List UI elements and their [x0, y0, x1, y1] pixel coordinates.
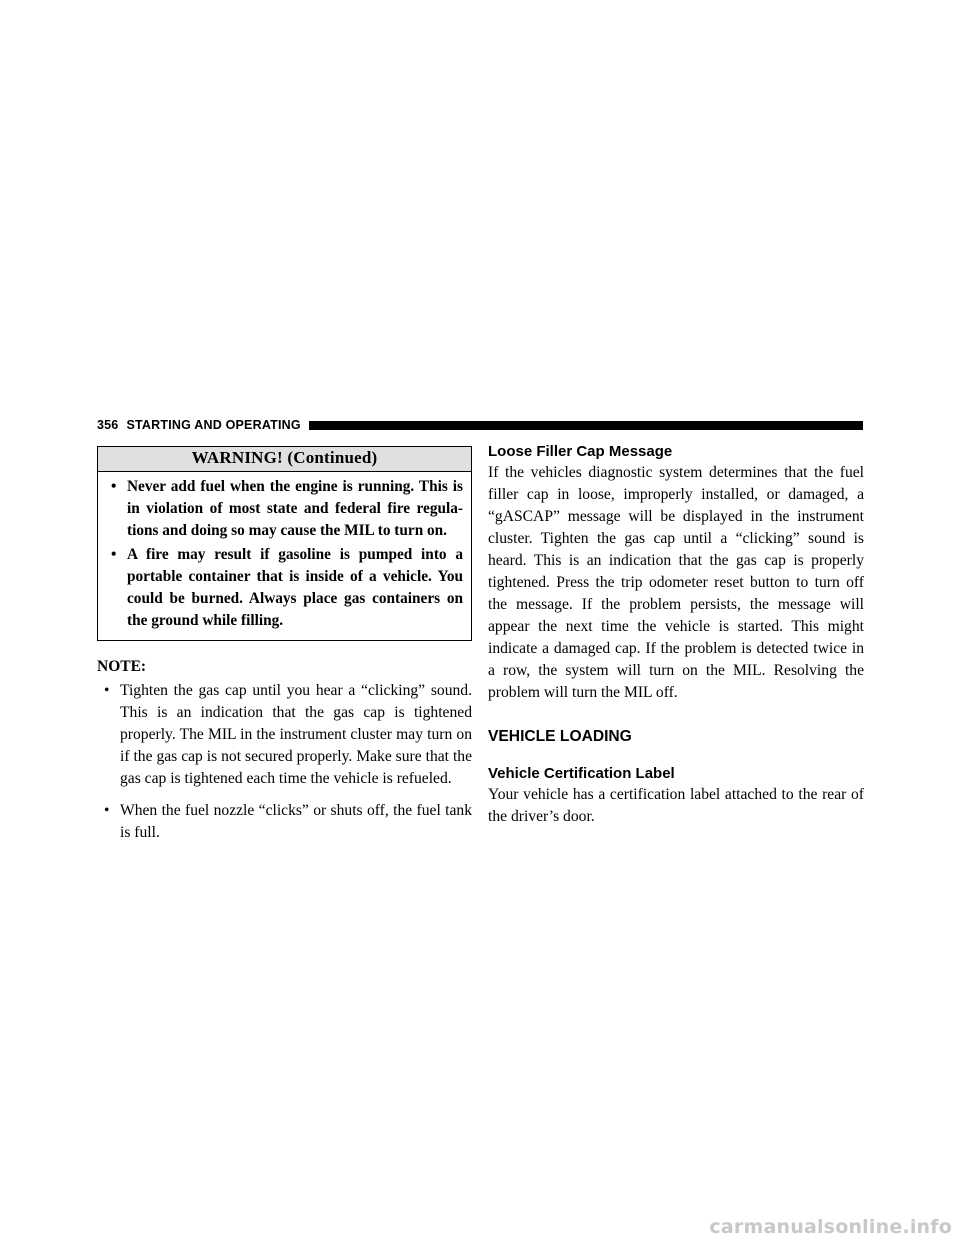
bullet-icon: • — [104, 802, 110, 819]
warning-item-text: A fire may result if gasoline is pumped into a portable container that is inside of a vehicle. You could be burned. Always place gas containers on the ground while filling. — [127, 546, 463, 629]
note-item — [97, 800, 472, 844]
header-rule — [309, 421, 863, 430]
warning-item — [104, 544, 463, 632]
note-item-text: Tighten the gas cap until you hear a “clicking” sound. This is an indication that the gas cap is tightened properly. The MIL in the instrument cluster may turn on if the gas cap is not secured properly. Make sure that the gas cap is tightened each time the vehicle is refueled. — [120, 682, 472, 787]
warning-list — [98, 472, 471, 640]
certification-label-paragraph: Your vehicle has a certification label attached to the rear of the driver’s door. — [488, 786, 864, 825]
note-item — [97, 680, 472, 790]
page-number: 356 — [97, 418, 119, 432]
left-column — [97, 446, 472, 844]
note-list — [97, 680, 472, 844]
loose-filler-cap-paragraph: If the vehicles diagnostic system determines that the fuel filler cap in loose, improperly installed, or damaged, a “gASCAP” message will be displayed in the instrument cluster. Tighten the gas cap until a “clicking” sound is heard. This is an indication that the gas cap is properly tightened. Press the trip odometer reset button to turn off the message. If the problem persists, the message will appear the next time the vehicle is started. This might indicate a damaged cap. If the problem is detected twice in a row, the system will turn on the MIL. Resolving the problem will turn the MIL off. — [488, 464, 864, 701]
warning-box — [97, 446, 472, 641]
right-column — [488, 442, 864, 828]
warning-item — [104, 476, 463, 542]
section-title: STARTING AND OPERATING — [126, 418, 301, 432]
loose-filler-cap-heading: Loose Filler Cap Message — [488, 443, 673, 460]
warning-item-text: Never add fuel when the engine is running. This is in violation of most state and federal fire regula-tions and doing so may cause the MIL to turn on. — [127, 478, 463, 539]
page-header — [97, 418, 863, 432]
watermark: carmanualsonline.info — [709, 1216, 952, 1238]
note-item-text: When the fuel nozzle “clicks” or shuts off, the fuel tank is full. — [120, 802, 472, 841]
warning-title: WARNING! (Continued) — [98, 447, 471, 472]
bullet-icon: • — [111, 478, 117, 495]
certification-label-heading: Vehicle Certification Label — [488, 765, 675, 782]
vehicle-loading-heading: VEHICLE LOADING — [488, 728, 632, 745]
note-label: NOTE: — [97, 658, 147, 675]
bullet-icon: • — [104, 682, 110, 699]
bullet-icon: • — [111, 546, 117, 563]
